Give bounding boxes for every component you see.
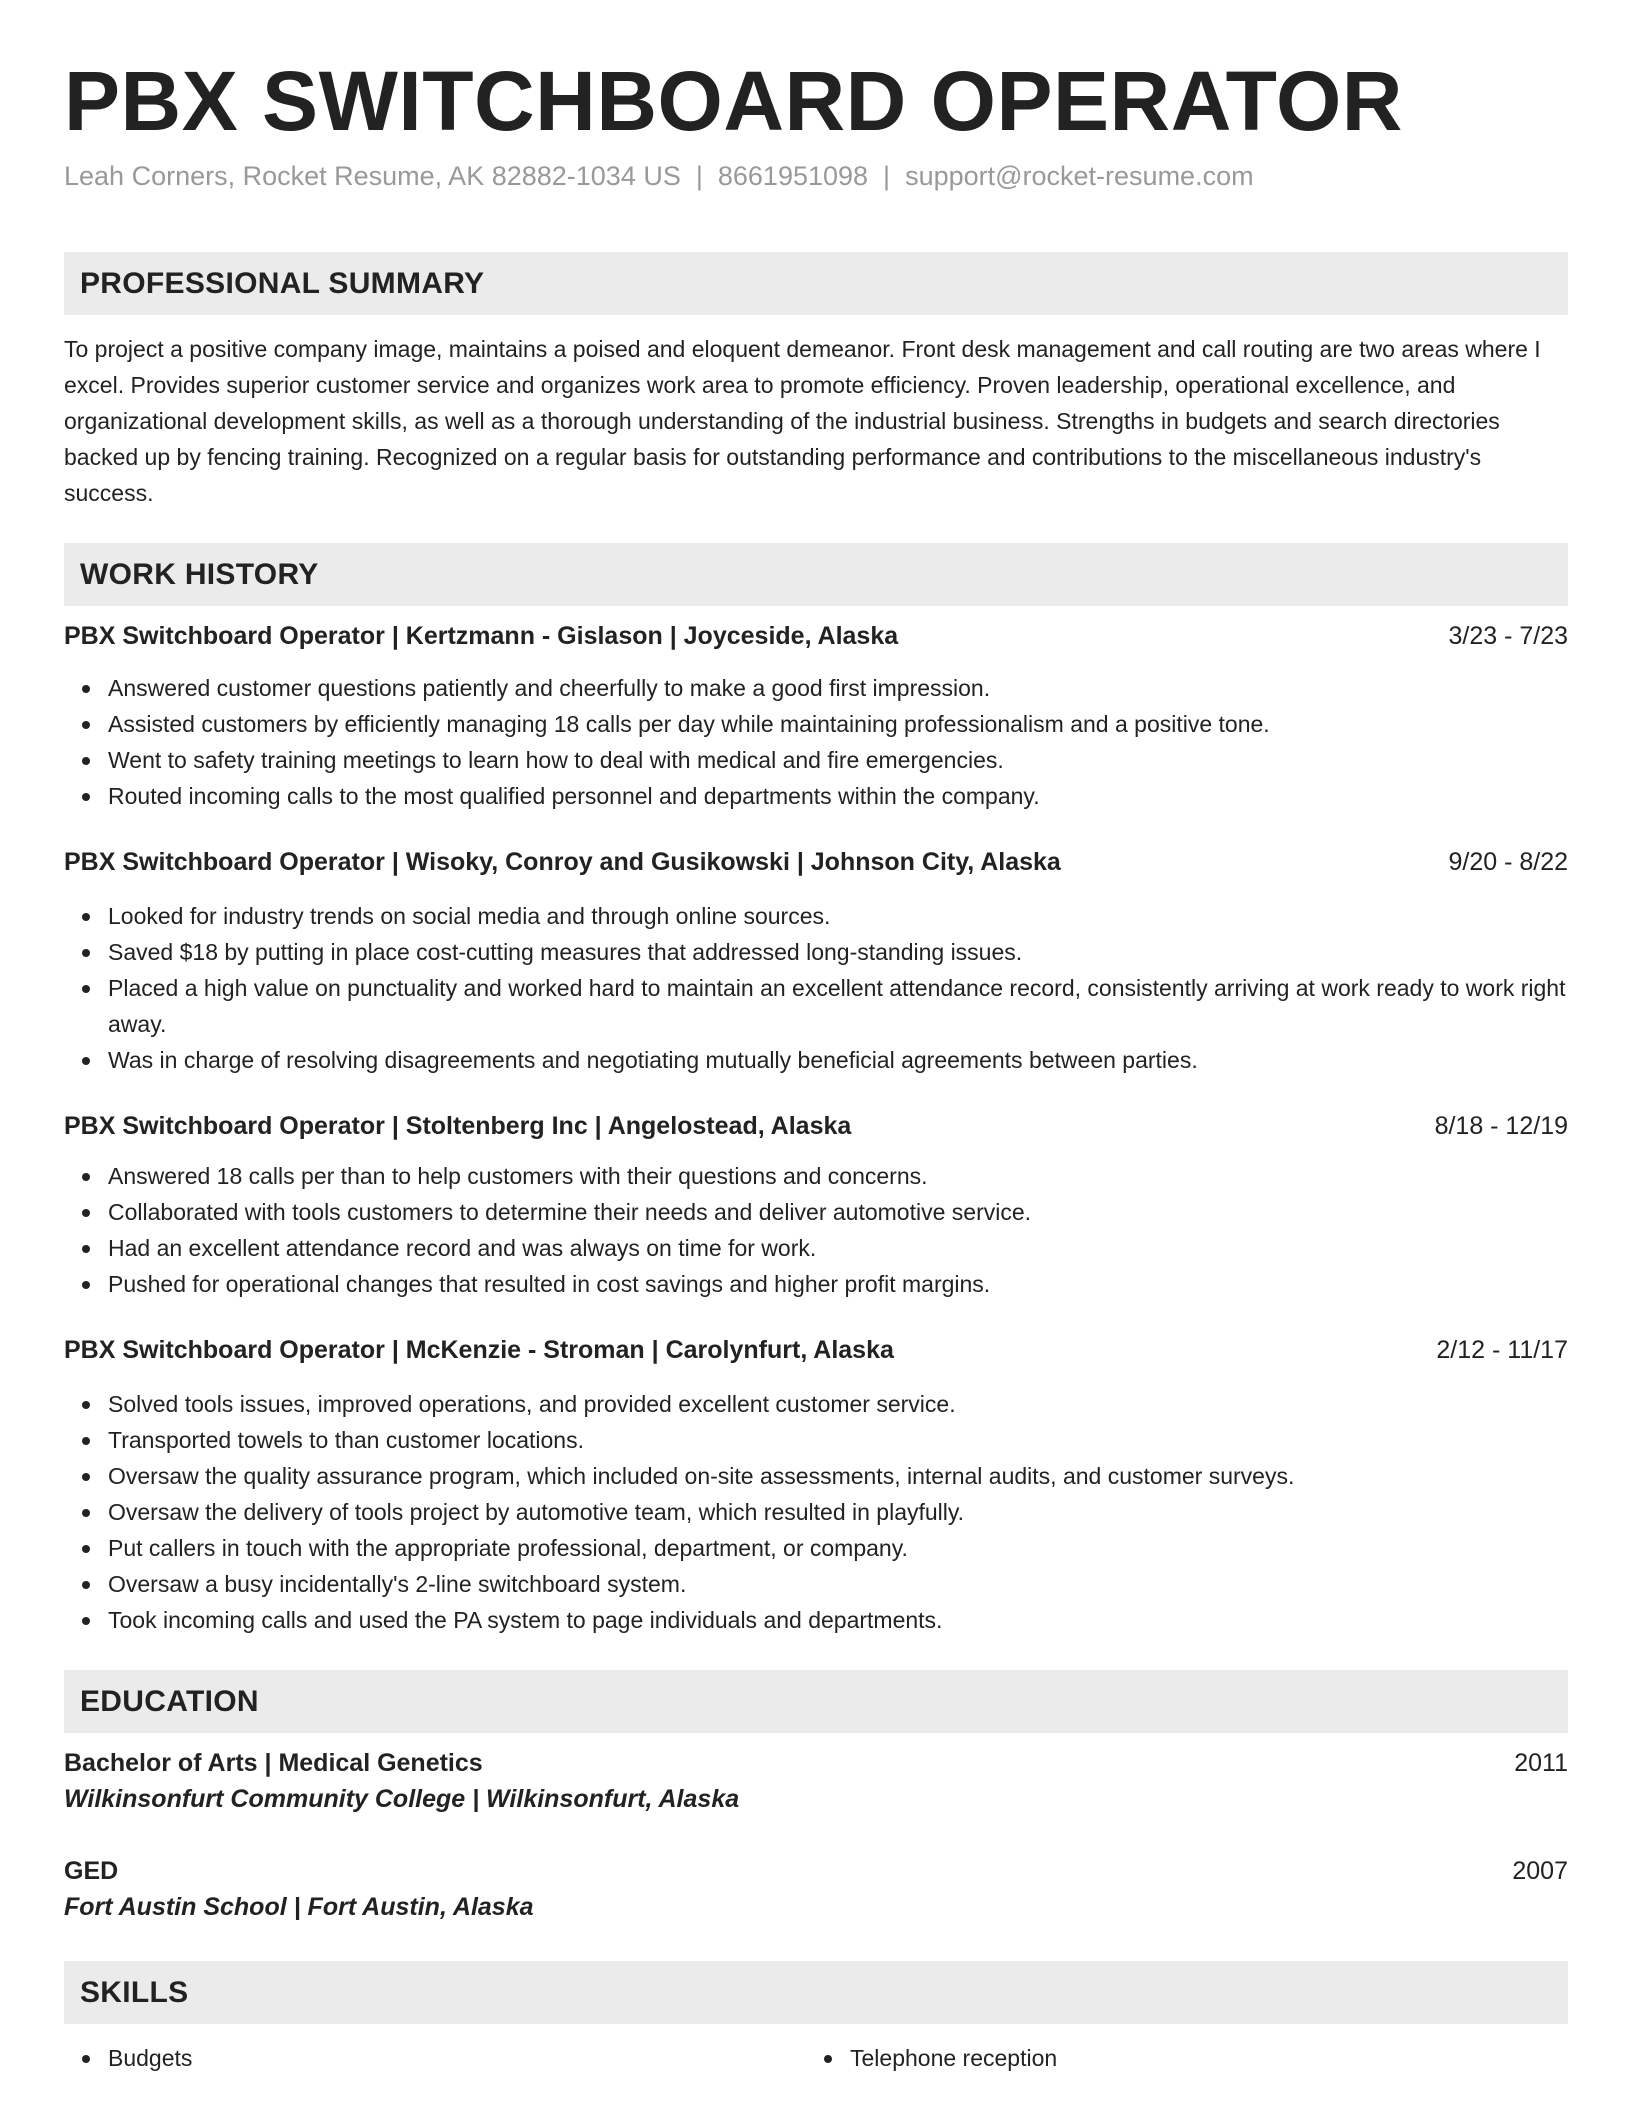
job-entry-header [64, 1108, 1568, 1144]
contact-separator: | [695, 161, 703, 191]
job-dates: 9/20 - 8/22 [1448, 848, 1568, 876]
list-item [64, 1494, 1568, 1530]
bullet-icon [82, 1245, 90, 1253]
job-bullets [64, 1158, 1568, 1302]
list-item [64, 706, 1568, 742]
bullet-text: Put callers in touch with the appropriate professional, department, or company. [108, 1535, 908, 1561]
bullet-icon [82, 1057, 90, 1065]
summary-heading: PROFESSIONAL SUMMARY [64, 252, 1568, 315]
list-item [64, 1566, 1568, 1602]
bullet-icon [82, 1401, 90, 1409]
bullet-text: Solved tools issues, improved operations, and provided excellent customer service. [108, 1391, 956, 1417]
list-item [64, 898, 1568, 934]
list-item [64, 934, 1568, 970]
list-item [64, 1230, 1568, 1266]
bullet-text: Saved $18 by putting in place cost-cutting measures that addressed long-standing issues. [108, 939, 1023, 965]
skills-column-right [806, 2040, 1548, 2076]
contact-address: Leah Corners, Rocket Resume, AK 82882-1034 US [64, 161, 681, 191]
contact-email: support@rocket-resume.com [905, 161, 1254, 191]
job-entry-header [64, 1332, 1568, 1368]
resume-name: PBX SWITCHBOARD OPERATOR [64, 54, 1403, 148]
bullet-text: Took incoming calls and used the PA system to page individuals and departments. [108, 1607, 943, 1633]
education-entry-header [64, 1853, 1568, 1889]
job-entry-header [64, 844, 1568, 880]
bullet-icon [82, 1617, 90, 1625]
contact-phone: 8661951098 [717, 161, 869, 191]
bullet-icon [82, 985, 90, 993]
bullet-text: Pushed for operational changes that resulted in cost savings and higher profit margins. [108, 1271, 991, 1297]
bullet-text: Assisted customers by efficiently managing 18 calls per day while maintaining professionalism and a positive tone. [108, 711, 1270, 737]
bullet-icon [82, 2055, 90, 2063]
list-item [64, 1422, 1568, 1458]
bullet-icon [82, 1209, 90, 1217]
resume-page [64, 0, 1568, 2076]
education-year: 2011 [1514, 1749, 1568, 1777]
list-item [64, 742, 1568, 778]
bullet-icon [82, 1581, 90, 1589]
bullet-text: Was in charge of resolving disagreements and negotiating mutually beneficial agreements between parties. [108, 1047, 1198, 1073]
work-history-heading: WORK HISTORY [64, 543, 1568, 606]
bullet-text: Went to safety training meetings to learn how to deal with medical and fire emergencies. [108, 747, 1004, 773]
bullet-icon [82, 1281, 90, 1289]
summary-text: To project a positive company image, maintains a poised and eloquent demeanor. Front desk management and call routing are two areas where I excel. Provides superior customer service and organizes work area to promote efficiency. Proven leadership, operational excellence, and organizational development skills, as well as a thorough understanding of the industrial business. Strengths in budgets and search directories backed up by fencing training. Recognized on a regular basis for outstanding performance and contributions to the miscellaneous industry's success. [64, 336, 1541, 506]
skills-list [64, 2040, 1568, 2076]
bullet-text: Answered 18 calls per than to help customers with their questions and concerns. [108, 1163, 928, 1189]
list-item [64, 778, 1568, 814]
list-item [64, 1602, 1568, 1638]
bullet-text: Placed a high value on punctuality and worked hard to maintain an excellent attendance record, consistently arriving at work ready to work right away. [108, 975, 1566, 1037]
contact-line [64, 158, 1568, 194]
skill-text: Telephone reception [850, 2045, 1058, 2071]
bullet-icon [82, 757, 90, 765]
list-item [64, 1158, 1568, 1194]
bullet-icon [82, 1437, 90, 1445]
bullet-text: Oversaw the quality assurance program, which included on-site assessments, internal audits, and customer surveys. [108, 1463, 1295, 1489]
bullet-text: Transported towels to than customer locations. [108, 1427, 584, 1453]
skills-column-left [64, 2040, 806, 2076]
job-dates: 2/12 - 11/17 [1436, 1336, 1568, 1364]
list-item [64, 1458, 1568, 1494]
education-degree: Bachelor of Arts | Medical Genetics [64, 1749, 483, 1777]
list-item [64, 1530, 1568, 1566]
bullet-icon [82, 1509, 90, 1517]
education-school: Fort Austin School | Fort Austin, Alaska [64, 1893, 534, 1921]
list-item [64, 1386, 1568, 1422]
bullet-text: Had an excellent attendance record and was always on time for work. [108, 1235, 817, 1261]
education-year: 2007 [1512, 1857, 1568, 1885]
education-degree: GED [64, 1857, 119, 1885]
job-title: PBX Switchboard Operator | Kertzmann - Gislason | Joyceside, Alaska [64, 622, 899, 650]
bullet-text: Routed incoming calls to the most qualified personnel and departments within the company. [108, 783, 1040, 809]
list-item [806, 2040, 1548, 2076]
bullet-icon [82, 721, 90, 729]
education-heading: EDUCATION [64, 1670, 1568, 1733]
bullet-icon [82, 685, 90, 693]
education-entry-header [64, 1745, 1568, 1781]
list-item [64, 2040, 806, 2076]
bullet-icon [82, 1173, 90, 1181]
bullet-icon [82, 1545, 90, 1553]
job-title: PBX Switchboard Operator | Stoltenberg Inc | Angelostead, Alaska [64, 1112, 852, 1140]
bullet-text: Collaborated with tools customers to determine their needs and deliver automotive service. [108, 1199, 1032, 1225]
bullet-icon [82, 913, 90, 921]
contact-separator: | [883, 161, 891, 191]
list-item [64, 1266, 1568, 1302]
list-item [64, 670, 1568, 706]
list-item [64, 1042, 1568, 1078]
bullet-icon [82, 793, 90, 801]
bullet-icon [824, 2055, 832, 2063]
job-bullets [64, 1386, 1568, 1638]
bullet-text: Answered customer questions patiently and cheerfully to make a good first impression. [108, 675, 991, 701]
job-dates: 8/18 - 12/19 [1434, 1112, 1568, 1140]
job-title: PBX Switchboard Operator | Wisoky, Conroy and Gusikowski | Johnson City, Alaska [64, 848, 1061, 876]
bullet-text: Oversaw a busy incidentally's 2-line switchboard system. [108, 1571, 687, 1597]
job-bullets [64, 670, 1568, 814]
bullet-text: Looked for industry trends on social media and through online sources. [108, 903, 831, 929]
skills-heading: SKILLS [64, 1961, 1568, 2024]
list-item [64, 1194, 1568, 1230]
list-item [64, 970, 1568, 1042]
skill-text: Budgets [108, 2045, 193, 2071]
bullet-icon [82, 949, 90, 957]
education-school: Wilkinsonfurt Community College | Wilkinsonfurt, Alaska [64, 1785, 740, 1813]
bullet-text: Oversaw the delivery of tools project by automotive team, which resulted in playfully. [108, 1499, 965, 1525]
bullet-icon [82, 1473, 90, 1481]
job-bullets [64, 898, 1568, 1078]
job-dates: 3/23 - 7/23 [1448, 622, 1568, 650]
job-title: PBX Switchboard Operator | McKenzie - Stroman | Carolynfurt, Alaska [64, 1336, 894, 1364]
job-entry-header [64, 618, 1568, 654]
